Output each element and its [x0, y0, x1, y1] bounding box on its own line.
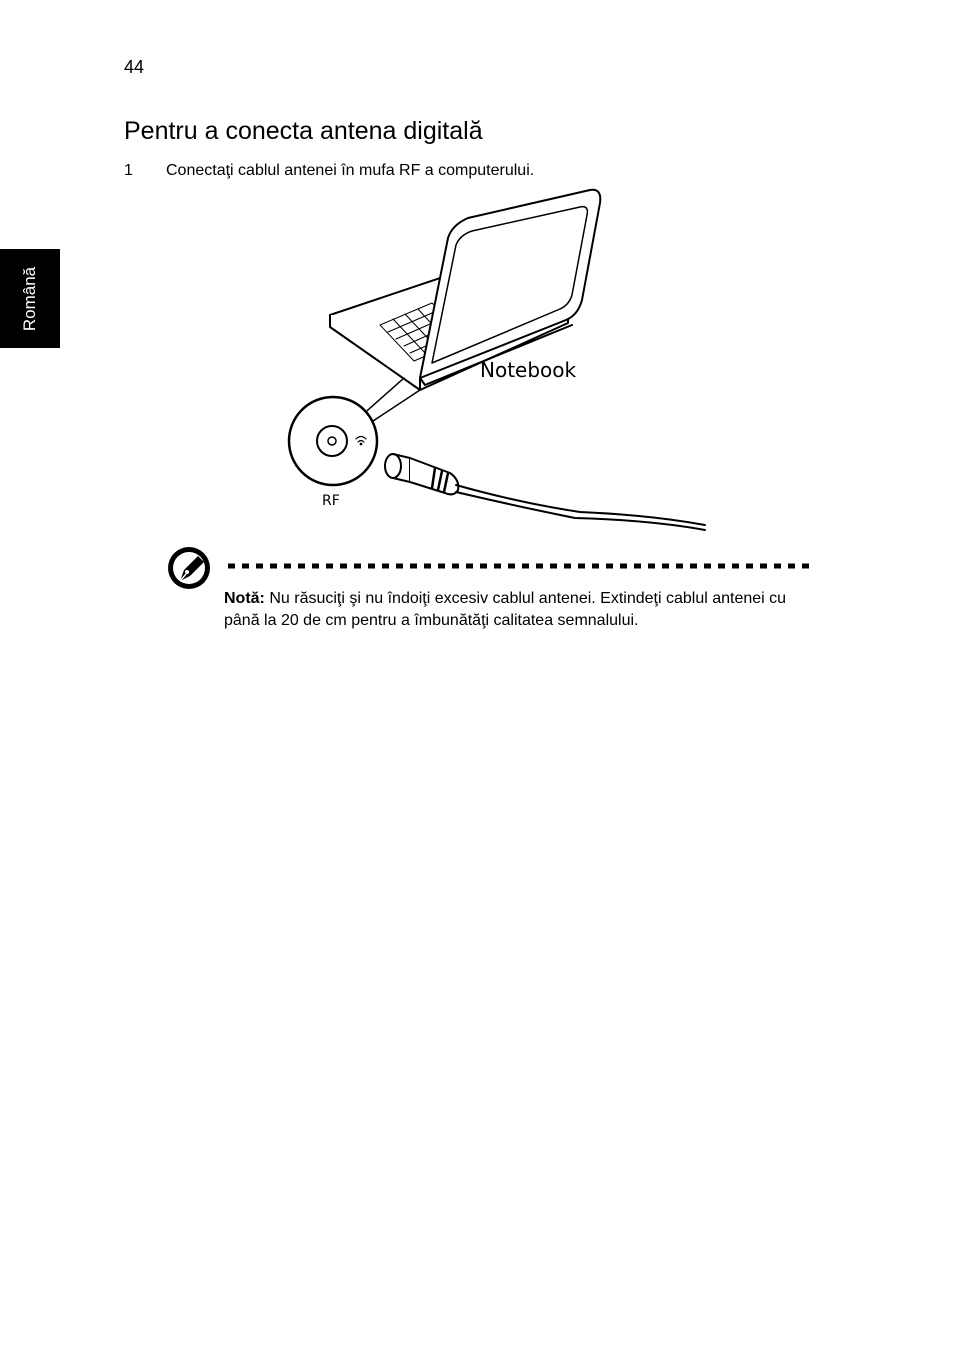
note-body: Nu răsuciţi şi nu îndoiţi excesiv cablul antenei. Extindeţi cablul antenei cu până la 20 de cm pentru a îmbunătăţi calitatea semnalului. [224, 590, 787, 629]
section-title: Pentru a conecta antena digitală [124, 117, 483, 145]
coaxial-plug-icon [385, 454, 705, 530]
step-number: 1 [124, 162, 133, 179]
language-side-tab-label: Română [20, 266, 39, 331]
notebook-label: Notebook [480, 358, 577, 382]
rf-port-label: RF [322, 493, 340, 509]
rf-port-icon [289, 397, 377, 485]
language-side-tab [0, 249, 60, 348]
page-number: 44 [124, 57, 145, 77]
step-text: Conectaţi cablul antenei în mufa RF a computerului. [166, 162, 535, 179]
note-label: Notă: [224, 590, 265, 607]
note-dotted-rule [228, 562, 810, 570]
note-text [224, 588, 824, 632]
note-pen-icon [166, 545, 214, 593]
